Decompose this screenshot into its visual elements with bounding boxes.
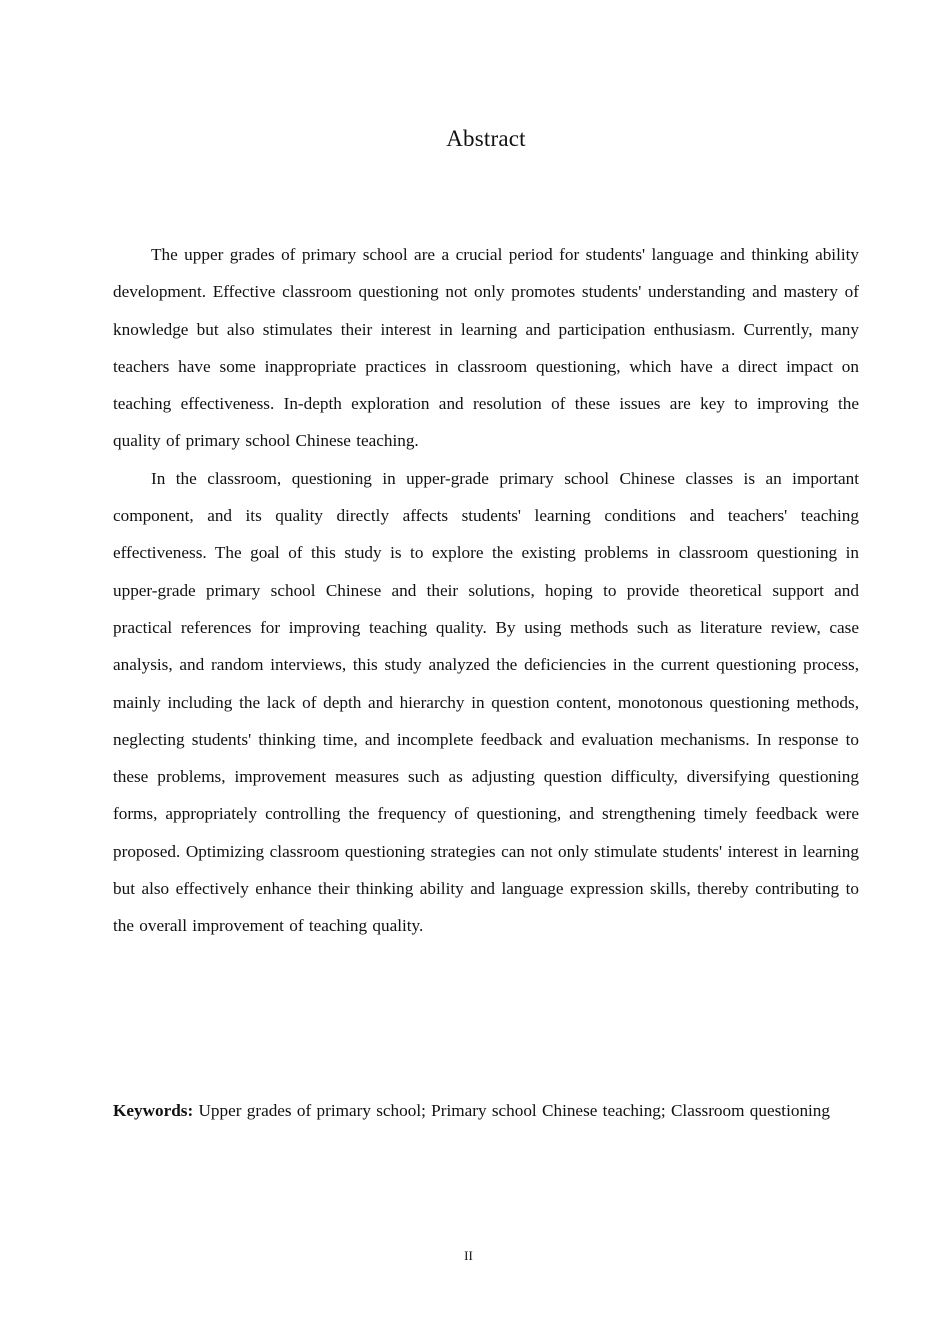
page-number: II — [464, 1248, 473, 1263]
abstract-title: Abstract — [446, 126, 526, 151]
keywords-line — [113, 1092, 859, 1129]
abstract-body — [113, 236, 859, 945]
abstract-paragraph-2: In the classroom, questioning in upper-grade primary school Chinese classes is an important component, and its quality directly affects students' learning conditions and teachers' teaching effectiveness. The goal of this study is to explore the existing problems in classroom questioning in upper-grade primary school Chinese and their solutions, hoping to provide theoretical support and practical references for improving teaching quality. By using methods such as literature review, case analysis, and random interviews, this study analyzed the deficiencies in the current questioning process, mainly including the lack of depth and hierarchy in question content, monotonous questioning methods, neglecting students' thinking time, and incomplete feedback and evaluation mechanisms. In response to these problems, improvement measures such as adjusting question difficulty, diversifying questioning forms, appropriately controlling the frequency of questioning, and strengthening timely feedback were proposed. Optimizing classroom questioning strategies can not only stimulate students' interest in learning but also effectively enhance their thinking ability and language expression skills, thereby contributing to the overall improvement of teaching quality. — [113, 468, 859, 936]
keywords-text: Upper grades of primary school; Primary school Chinese teaching; Classroom questioning — [198, 1101, 830, 1120]
keywords-label: Keywords: — [113, 1101, 194, 1120]
abstract-paragraph-1: The upper grades of primary school are a crucial period for students' language and thinking ability development. Effective classroom questioning not only promotes students' understanding and mastery of knowledge but also stimulates their interest in learning and participation enthusiasm. Currently, many teachers have some inappropriate practices in classroom questioning, which have a direct impact on teaching effectiveness. In-depth exploration and resolution of these issues are key to improving the quality of primary school Chinese teaching. — [113, 245, 859, 451]
